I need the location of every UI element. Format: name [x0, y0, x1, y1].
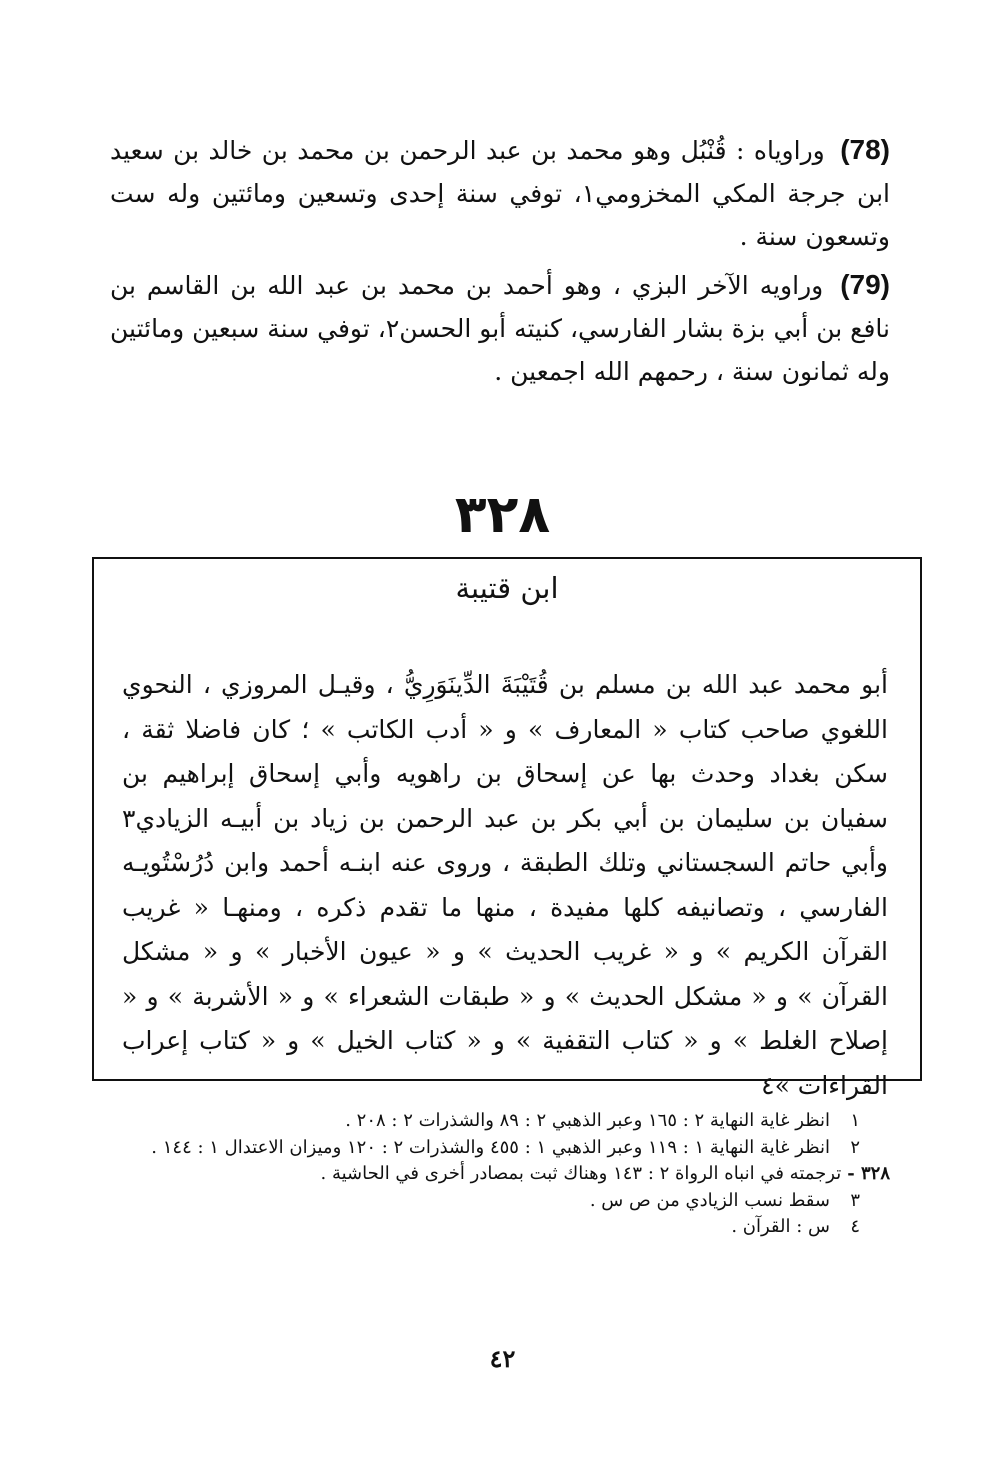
entry-number: ٣٢٨ [454, 485, 551, 545]
entry-body: أبو محمد عبد الله بن مسلم بن قُتَيْبَةَ الدِّينَوَرِيُّ ، وقيـل المروزي ، النحوي اللغوي صاحب كتاب « المعارف » و « أدب الكاتب » ؛ كان فاضلا ثقة ، سكن بغداد وحدث بها عن إسحاق بن راهويه وأبي إسحاق إبراهيم بن سفيان بن سليمان بن أبي بكر بن عبد الرحمن بن زياد بن أبيـه الزيادي٣ وأبي حاتم السجستاني وتلك الطبقة ، وروى عنه ابنـه أحمد وابن دُرُسْتُويـه الفارسي ، وتصانيفه كلها مفيدة ، منها ما تقدم ذكره ، ومنهـا « غريب القرآن الكريم » و « غريب الحديث » و « عيون الأخبار » و « مشكل القرآن » و « مشكل الحديث » و « طبقات الشعراء » و « الأشربة » و « إصلاح الغلط » و « كتاب التقفية » و « كتاب الخيل » و « كتاب إعراب القراءات »٤ [122, 670, 888, 1100]
paragraph-79 [110, 263, 890, 393]
footnote-mark: ٢ [850, 1136, 860, 1158]
footnote-mark: ١ [850, 1110, 860, 1131]
paragraph-text: وراويه الآخر البزي ، وهو أحمد بن محمد بن عبد الله بن القاسم بن نافع بن أبي بزة بشار الفارسي، كنيته أبو الحسن٢، توفي سنة سبعين ومائتين وله ثمانون سنة ، رحمهم الله اجمعين . [110, 271, 890, 386]
footnote-text: انظر غاية النهاية ٢ : ١٦٥ وعبر الذهبي ٢ : ٨٩ والشذرات ٢ : ٢٠٨ . [345, 1110, 830, 1131]
footnote-text: سقط نسب الزيادي من ص س . [589, 1189, 830, 1211]
footnote-mark: ٣ [850, 1189, 860, 1211]
paragraph-number: (78) [840, 134, 890, 165]
biography-box [92, 557, 922, 1100]
page-number: ٤٢ [489, 1344, 516, 1373]
footnote-text: انظر غاية النهاية ١ : ١١٩ وعبر الذهبي ١ : ٤٥٥ والشذرات ٢ : ١٢٠ وميزان الاعتدال ١ : ١٤٤ . [151, 1136, 830, 1158]
paragraph-number: (79) [840, 269, 890, 300]
paragraph-78 [110, 128, 890, 258]
footnote-text: ترجمته في انباه الرواة ٢ : ١٤٣ وهناك ثبت بمصادر أخرى في الحاشية . [320, 1163, 842, 1184]
footnote-1 [110, 1108, 890, 1135]
footnote-mark: ٤ [850, 1216, 860, 1237]
footnote-2 [110, 1135, 890, 1162]
entry-title: ابن قتيبة [455, 571, 559, 605]
footnote-4 [110, 1214, 890, 1241]
paragraph-text: وراوياه : قُنْبُل وهو محمد بن عبد الرحمن بن محمد بن خالد بن سعيد ابن جرجة المكي المخزومي١، توفي سنة إحدى وتسعين ومائتين وله ست وتسعون سنة . [110, 136, 890, 251]
footnote-text: س : القرآن . [731, 1216, 830, 1237]
footnote-328 [110, 1161, 890, 1188]
footnote-3 [110, 1188, 890, 1215]
footnotes [110, 1108, 890, 1241]
footnote-mark: ٣٢٨ - [847, 1163, 890, 1184]
